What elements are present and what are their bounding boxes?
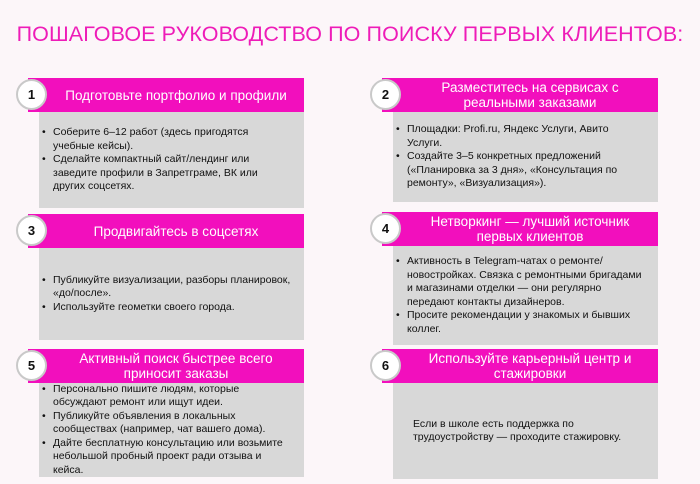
step-text: Если в школе есть поддержка по трудоустройству — проходите стажировку. xyxy=(413,417,622,443)
step-card-6 xyxy=(370,349,658,479)
step-heading: Используйте карьерный центр и стажировки xyxy=(382,349,658,383)
step-number-badge: 6 xyxy=(370,350,401,381)
step-heading: Продвигайтесь в соцсетях xyxy=(28,214,304,248)
step-card-2 xyxy=(370,78,658,216)
list-item: • Используйте геометки своего города. xyxy=(53,301,291,315)
step-heading: Активный поиск быстрее всего приносит заказы xyxy=(28,349,304,383)
step-card-1 xyxy=(16,78,304,216)
list-item: • Персонально пишите людям, которые обсуждают ремонт или ищут идеи. xyxy=(53,383,293,410)
list-item: • Публикуйте визуализации, разборы планировок, «до/после». xyxy=(53,274,291,301)
list-item: • Площадки: Profi.ru, Яндекс Услуги, Авито Услуги. xyxy=(407,123,645,150)
step-heading: Нетворкинг — лучший источник первых клиентов xyxy=(382,212,658,246)
list-item: • Создайте 3–5 конкретных предложений («Планировка за 3 дня», «Консультация по ремонту», «Визуализация»). xyxy=(407,150,645,191)
list-item: • Публикуйте объявления в локальных сообществах (например, чат вашего дома). xyxy=(53,410,293,437)
step-number-badge: 3 xyxy=(16,215,47,246)
step-bullet-list xyxy=(39,383,301,478)
step-bullet-list xyxy=(393,123,653,191)
step-number-badge: 4 xyxy=(370,213,401,244)
step-bullet-list xyxy=(39,274,299,315)
step-card-4 xyxy=(370,212,658,347)
step-body xyxy=(39,248,304,340)
list-item: • Активность в Telegram-чатах о ремонте/ новостройках. Связка с ремонтными бригадами и магазинами отделки — они регулярно передают контакты дизайнеров. xyxy=(407,255,647,309)
step-heading: Разместитесь на сервисах с реальными заказами xyxy=(382,78,658,112)
step-card-3 xyxy=(16,214,304,344)
step-number-badge: 5 xyxy=(16,350,47,381)
step-bullet-list xyxy=(393,255,655,336)
list-item: • Дайте бесплатную консультацию или возьмите небольшой пробный проект ради отзыва и кейса. xyxy=(53,437,293,478)
step-card-5 xyxy=(16,349,304,479)
page-title: ПОШАГОВОЕ РУКОВОДСТВО ПО ПОИСКУ ПЕРВЫХ КЛИЕНТОВ: xyxy=(16,22,684,46)
step-heading: Подготовьте портфолио и профили xyxy=(28,78,304,112)
step-bullet-list xyxy=(39,126,299,194)
step-number-badge: 2 xyxy=(370,79,401,110)
step-body xyxy=(393,112,658,202)
list-item: • Сделайте компактный сайт/лендинг или заведите профили в Запретграме, ВК или других соцсетях. xyxy=(53,153,291,194)
step-number-badge: 1 xyxy=(16,79,47,110)
step-body xyxy=(393,383,658,479)
step-body xyxy=(393,246,658,345)
list-item: • Просите рекомендации у знакомых и бывших коллег. xyxy=(407,309,647,336)
step-body xyxy=(39,112,304,208)
step-body xyxy=(39,383,304,477)
list-item: • Соберите 6–12 работ (здесь пригодятся учебные кейсы). xyxy=(53,126,291,153)
